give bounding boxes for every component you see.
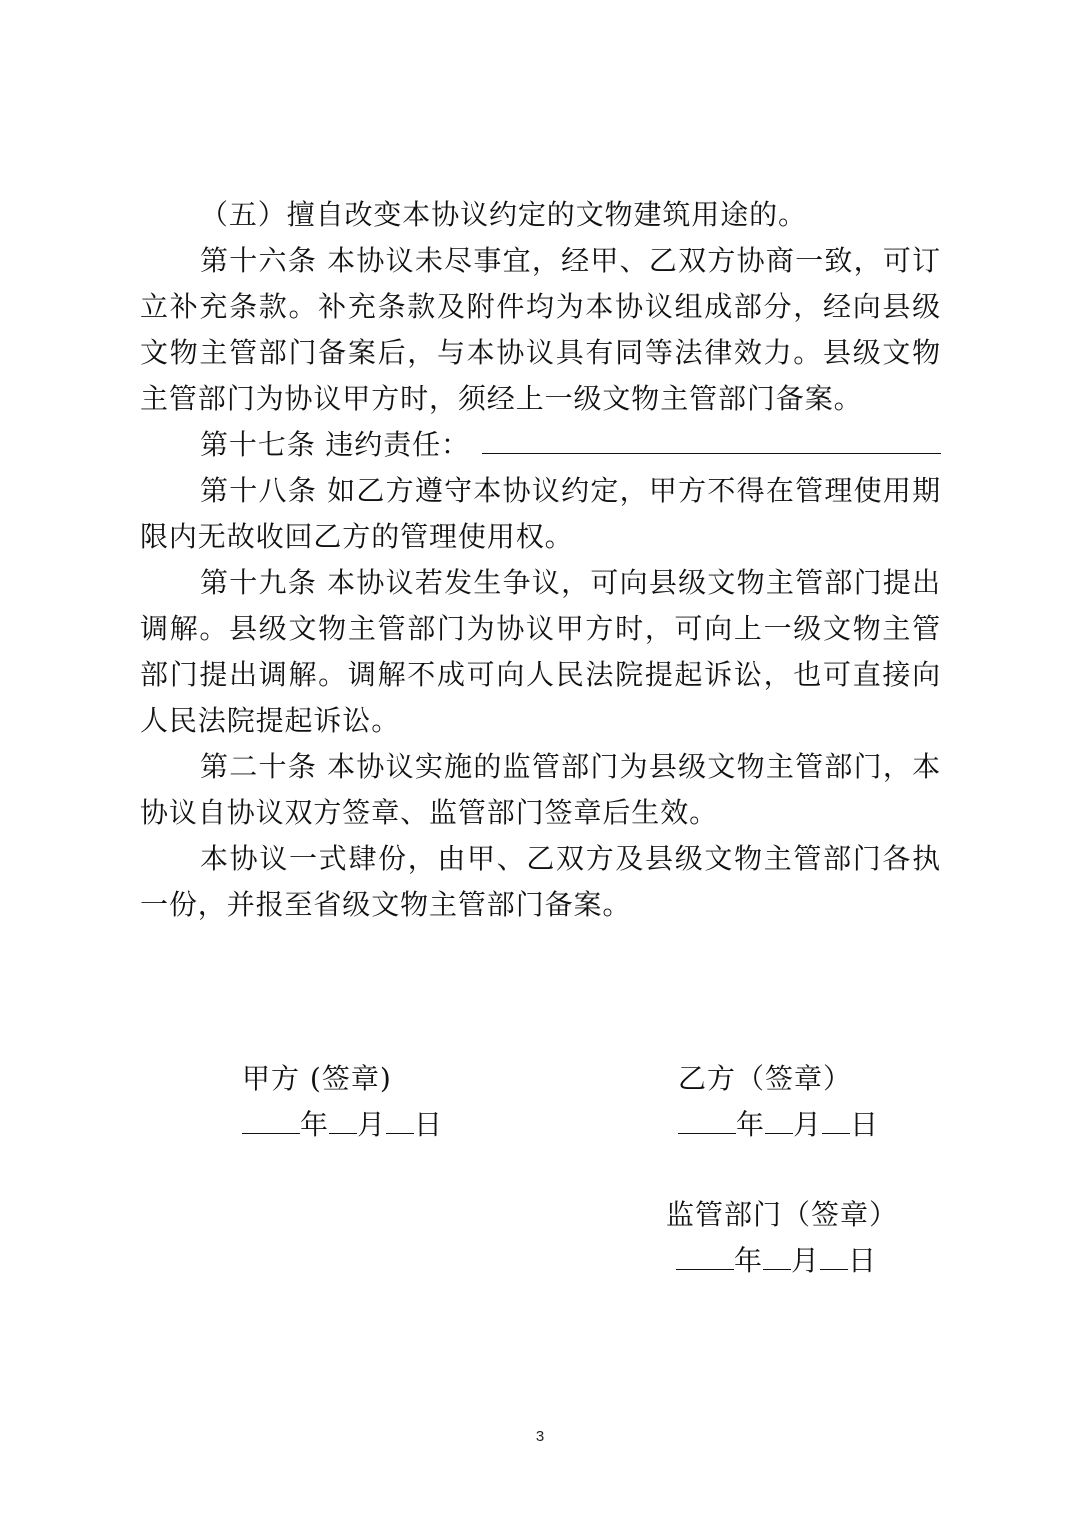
party-a-date [242,1102,443,1148]
article-17-label: 第十七条 违约责任： [200,428,470,461]
month-label: 月 [357,1108,387,1141]
article-19: 第十九条 本协议若发生争议，可向县级文物主管部门提出调解。县级文物主管部门为协议甲方时，可向上一级文物主管部门提出调解。调解不成可向人民法院提起诉讼，也可直接向人民法院提起诉讼。 [140,566,941,737]
month-blank [763,1239,791,1270]
agreement-body [140,192,941,928]
year-blank [678,1103,736,1134]
month-blank [765,1103,793,1134]
article-18: 第十八条 如乙方遵守本协议约定，甲方不得在管理使用期限内无故收回乙方的管理使用权。 [140,474,941,553]
copies-clause: 本协议一式肆份，由甲、乙双方及县级文物主管部门各执一份，并报至省级文物主管部门备案。 [140,842,941,921]
party-a-signature [242,1056,443,1148]
day-label: 日 [850,1108,880,1141]
day-label: 日 [848,1244,878,1277]
liability-blank-line [482,423,941,454]
day-blank [822,1103,850,1134]
party-a-label: 甲方 (签章) [242,1062,392,1095]
month-label: 月 [791,1244,821,1277]
page-number: 3 [535,1428,545,1445]
party-b-date [678,1102,879,1148]
clause-5-item: （五）擅自改变本协议约定的文物建筑用途的。 [200,198,807,231]
year-label: 年 [736,1108,766,1141]
day-blank [820,1239,848,1270]
year-label: 年 [300,1108,330,1141]
article-17 [140,422,941,468]
party-b-label: 乙方（签章） [678,1062,853,1095]
year-blank [242,1103,300,1134]
day-blank [386,1103,414,1134]
month-blank [329,1103,357,1134]
supervisor-signature [666,1192,898,1284]
article-20: 第二十条 本协议实施的监管部门为县级文物主管部门，本协议自协议双方签章、监管部门签章后生效。 [140,750,941,829]
month-label: 月 [793,1108,823,1141]
supervisor-label: 监管部门（签章） [666,1198,899,1231]
year-blank [676,1239,734,1270]
day-label: 日 [414,1108,444,1141]
year-label: 年 [734,1244,764,1277]
article-16: 第十六条 本协议未尽事宜，经甲、乙双方协商一致，可订立补充条款。补充条款及附件均为本协议组成部分，经向县级文物主管部门备案后，与本协议具有同等法律效力。县级文物主管部门为协议甲方时，须经上一级文物主管部门备案。 [140,244,941,415]
supervisor-date [666,1238,898,1284]
party-b-signature [678,1056,879,1148]
